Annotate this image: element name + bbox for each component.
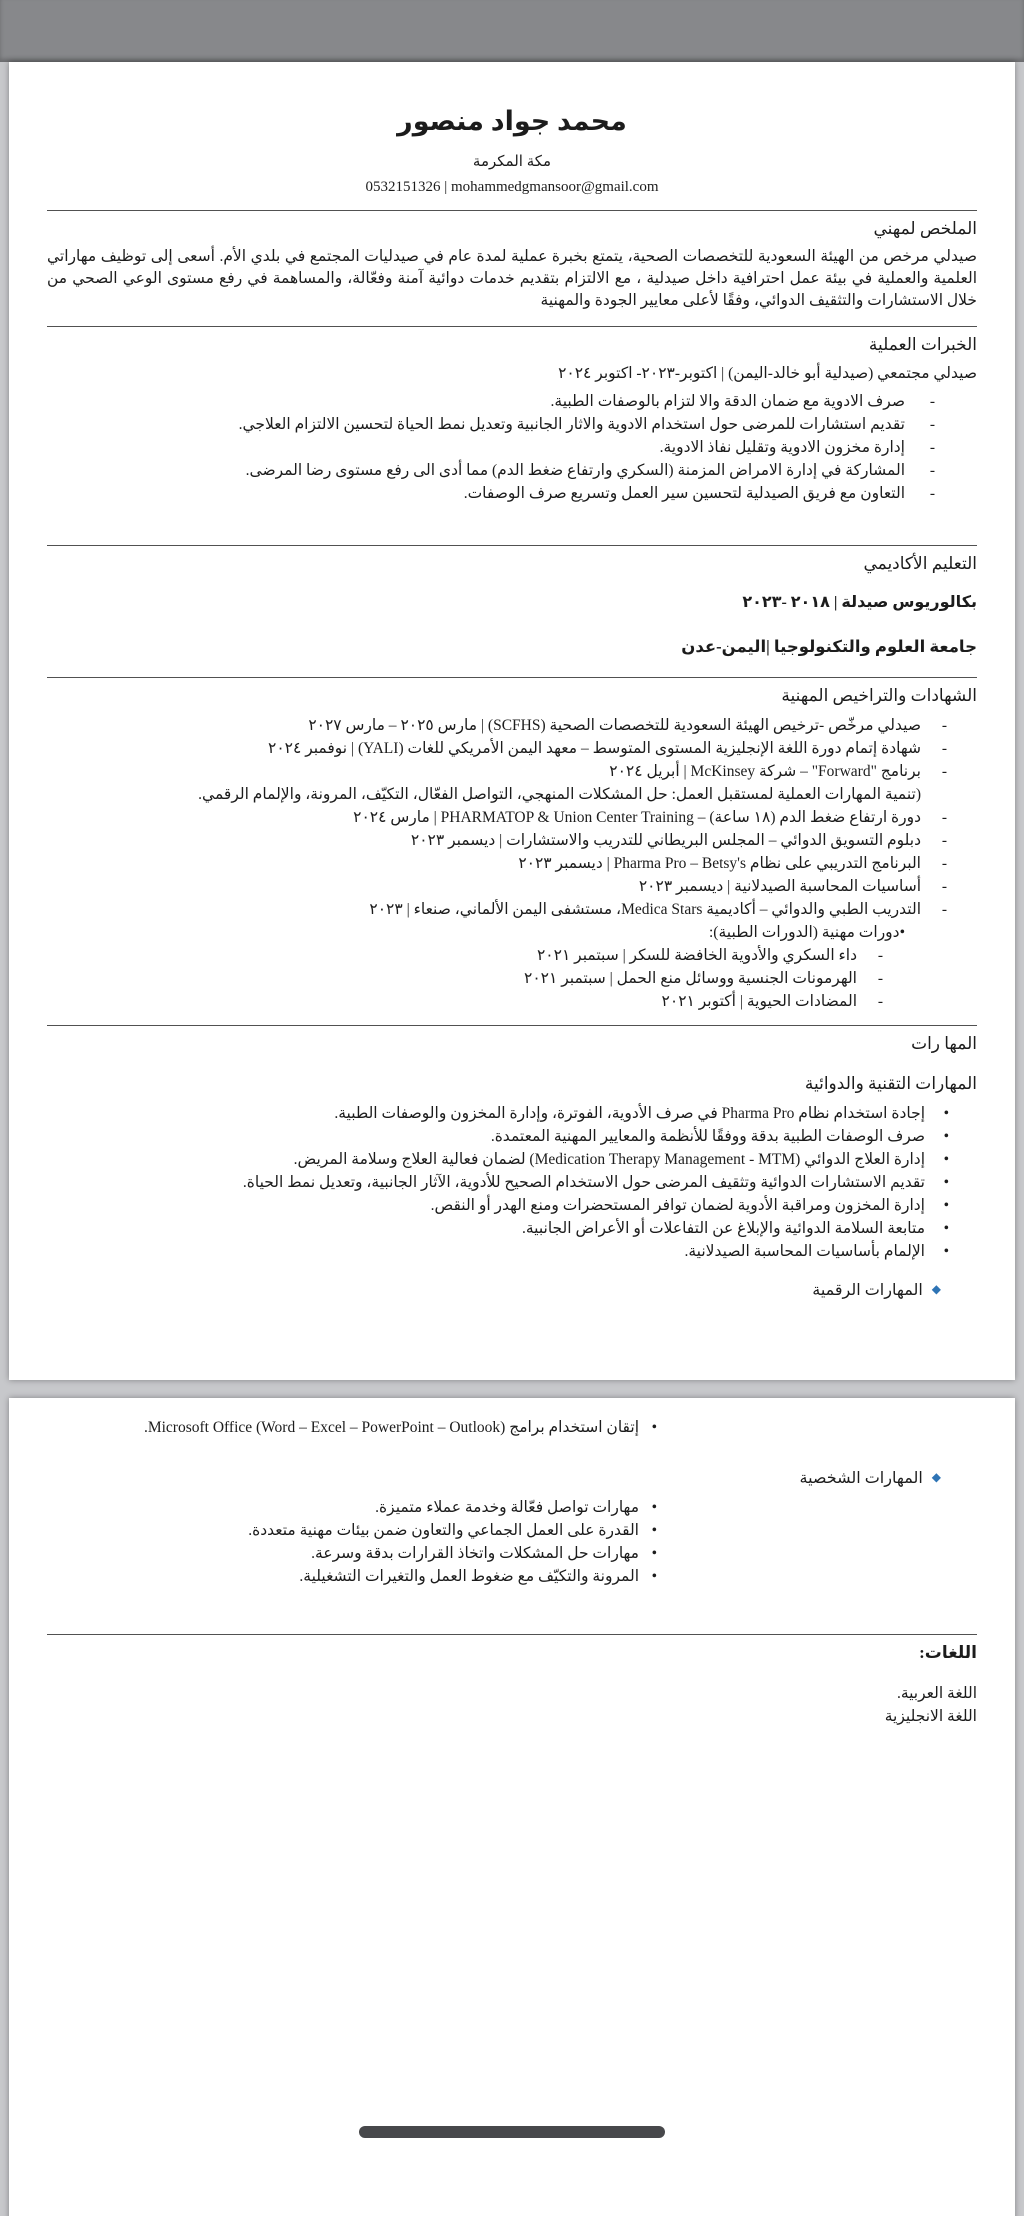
language-item: اللغة الانجليزية: [884, 1708, 977, 1725]
summary-paragraph: صيدلي مرخص من الهيئة السعودية للتخصصات الصحية، يتمتع بخبرة عملية لمدة عام في صيدليات المجتمع في بلدي الأم. أسعى إلى توظيف مهاراتي العلمية والعملية في بيئة عمل احترافية داخل صيدلية ، مع الالتزام بتقديم خدمات دوائية آمنة وفعّالة، والمساهمة في رفع مستوى الوعي الصحي من خلال الاستشارات والتثقيف الدوائي، وفقًا لأعلى معايير الجودة والمهنية: [47, 248, 977, 309]
skill-text: إدارة العلاج الدوائي (Medication Therapy Management - MTM) لضمان فعالية العلاج وسلامة المريض.: [293, 1151, 925, 1168]
section-title-skills: المها رات: [911, 1034, 977, 1053]
skills-technical-title: المهارات التقنية والدوائية: [804, 1074, 977, 1093]
resume-page-1: [9, 62, 1015, 1380]
skill-text: صرف الوصفات الطبية بدقة ووفقًا للأنظمة والمعايير المهنية المعتمدة.: [490, 1128, 925, 1145]
bullet-marker: •: [943, 1174, 949, 1191]
certification-item: [47, 737, 977, 760]
education-degree: بكالوريوس صيدلة | ٢٠١٨ -٢٠٢٣: [742, 594, 977, 611]
course-item: [47, 944, 977, 967]
experience-bullet-text: صرف الادوية مع ضمان الدقة والا لتزام بالوصفات الطبية.: [550, 393, 905, 410]
experience-bullet: [47, 436, 977, 459]
skill-item: [47, 1416, 977, 1439]
skill-item: [47, 1102, 977, 1125]
bullet-marker: •: [943, 1128, 949, 1145]
course-text: الهرمونات الجنسية ووسائل منع الحمل | سبتمبر ٢٠٢١: [524, 970, 857, 987]
certification-text: دورة ارتفاع ضغط الدم (١٨ ساعة) – PHARMATOP & Union Center Training | مارس ٢٠٢٤: [353, 809, 921, 826]
bullet-marker: •: [651, 1568, 657, 1585]
diamond-bullet-icon: ◆: [931, 1470, 941, 1484]
dash-marker: -: [877, 993, 883, 1010]
skill-item: [47, 1217, 977, 1240]
skill-text: متابعة السلامة الدوائية والإبلاغ عن التفاعلات أو الأعراض الجانبية.: [521, 1220, 925, 1237]
skills-digital-title: [47, 1277, 977, 1303]
certification-item: [47, 806, 977, 829]
section-title-certifications: الشهادات والتراخيص المهنية: [781, 686, 977, 705]
section-title-summary: الملخص لمهني: [873, 219, 977, 238]
bullet-marker: •: [943, 1243, 949, 1260]
skill-item: [47, 1148, 977, 1171]
bullet-marker: •: [651, 1419, 657, 1436]
resume-page-2: [9, 1398, 1015, 2216]
certification-text: التدريب الطبي والدوائي – أكاديمية Medica Stars، مستشفى اليمن الألماني، صنعاء | ٢٠٢٣: [369, 901, 921, 918]
skill-text: إتقان استخدام برامج Microsoft Office (Word – Excel – PowerPoint – Outlook).: [143, 1419, 639, 1436]
course-item: [47, 967, 977, 990]
bullet-marker: •: [943, 1151, 949, 1168]
skill-item: [47, 1519, 977, 1542]
dash-marker: -: [941, 832, 947, 849]
candidate-city: مكة المكرمة: [472, 154, 552, 170]
dash-marker: -: [941, 855, 947, 872]
section-divider: [47, 210, 977, 211]
dash-marker: -: [941, 901, 947, 918]
skill-item: [47, 1240, 977, 1263]
certification-item: [47, 714, 977, 737]
dash-marker: -: [877, 947, 883, 964]
bullet-marker: •: [651, 1545, 657, 1562]
experience-bullet-text: إدارة مخزون الادوية وتقليل نفاذ الادوية.: [659, 439, 905, 456]
skills-digital-title-text: المهارات الرقمية: [812, 1282, 923, 1299]
dash-marker: -: [877, 970, 883, 987]
dash-marker: -: [941, 740, 947, 757]
dash-marker: -: [941, 717, 947, 734]
dash-marker: -: [929, 393, 935, 410]
certification-text: شهادة إتمام دورة اللغة الإنجليزية المستوى المتوسط – معهد اليمن الأمريكي للغات (YALI) | نوفمبر ٢٠٢٤: [268, 740, 921, 757]
skill-text: مهارات حل المشكلات واتخاذ القرارات بدقة وسرعة.: [311, 1545, 639, 1562]
section-title-experience: الخبرات العملية: [868, 335, 977, 354]
certification-text: دبلوم التسويق الدوائي – المجلس البريطاني للتدريب والاستشارات | ديسمبر ٢٠٢٣: [410, 832, 921, 849]
experience-list: [47, 390, 977, 505]
experience-bullet-text: التعاون مع فريق الصيدلية لتحسين سير العمل وتسريع صرف الوصفات.: [463, 485, 905, 502]
certification-item: [47, 852, 977, 875]
diamond-bullet-icon: ◆: [931, 1282, 941, 1296]
resume-header: [47, 104, 977, 198]
skill-text: القدرة على العمل الجماعي والتعاون ضمن بيئات مهنية متعددة.: [248, 1522, 639, 1539]
skill-item: [47, 1125, 977, 1148]
page-gap: [0, 1380, 1024, 1398]
skills-personal-title-text: المهارات الشخصية: [799, 1470, 923, 1487]
viewer-top-bar: [0, 0, 1024, 62]
dash-marker: -: [929, 439, 935, 456]
certification-text: برنامج "Forward" – شركة McKinsey | أبريل ٢٠٢٤: [609, 763, 921, 780]
dash-marker: -: [941, 878, 947, 895]
course-text: المضادات الحيوية | أكتوبر ٢٠٢١: [661, 993, 857, 1010]
bullet-marker: •: [943, 1105, 949, 1122]
certification-item: [47, 829, 977, 852]
experience-bullet: [47, 413, 977, 436]
skill-text: تقديم الاستشارات الدوائية وتثقيف المرضى حول الاستخدام الصحيح للأدوية، الآثار الجانبية، وتعديل نمط الحياة.: [242, 1174, 925, 1191]
section-divider: [47, 545, 977, 546]
course-item: [47, 990, 977, 1013]
dash-marker: -: [929, 485, 935, 502]
digital-skills-list: [47, 1416, 977, 1439]
dash-marker: -: [929, 462, 935, 479]
certification-text: البرنامج التدريبي على نظام Pharma Pro – Betsy's | ديسمبر ٢٠٢٣: [518, 855, 921, 872]
certifications-list: [47, 714, 977, 1013]
skill-item: [47, 1496, 977, 1519]
section-title-education: التعليم الأكاديمي: [863, 554, 977, 573]
experience-bullet-text: المشاركة في إدارة الامراض المزمنة (السكري وارتفاع ضغط الدم) مما أدى الى رفع مستوى رضا المرضى.: [245, 462, 905, 479]
skill-text: الإلمام بأساسيات المحاسبة الصيدلانية.: [684, 1243, 925, 1260]
bullet-marker: •: [651, 1499, 657, 1516]
section-divider: [47, 326, 977, 327]
courses-heading: •دورات مهنية (الدورات الطبية):: [708, 924, 905, 941]
experience-role: صيدلي مجتمعي (صيدلية أبو خالد-اليمن) | اكتوبر-٢٠٢٣- اكتوبر ٢٠٢٤: [558, 365, 977, 382]
dash-marker: -: [929, 416, 935, 433]
personal-skills-list: [47, 1496, 977, 1588]
language-item: اللغة العربية.: [896, 1685, 977, 1702]
skill-text: مهارات تواصل فعّالة وخدمة عملاء متميزة.: [375, 1499, 639, 1516]
dash-marker: -: [941, 809, 947, 826]
certification-note: (تنمية المهارات العملية لمستقبل العمل: حل المشكلات المنهجي، التواصل الفعّال، التكيّف، المرونة، والإلمام الرقمي.: [198, 786, 921, 803]
experience-bullet: [47, 482, 977, 505]
skill-text: إدارة المخزون ومراقبة الأدوية لضمان توافر المستحضرات ومنع الهدر أو النقص.: [430, 1197, 925, 1214]
course-text: داء السكري والأدوية الخافضة للسكر | سبتمبر ٢٠٢١: [536, 947, 857, 964]
section-title-languages: اللغات:: [919, 1643, 977, 1662]
certification-item: [47, 898, 977, 921]
skill-item: [47, 1542, 977, 1565]
candidate-contact: 0532151326 | mohammedgmansoor@gmail.com: [365, 179, 659, 195]
candidate-name: محمد جواد منصور: [397, 106, 627, 136]
dash-marker: -: [941, 763, 947, 780]
experience-bullet: [47, 459, 977, 482]
experience-bullet-text: تقديم استشارات للمرضى حول استخدام الادوية والاثار الجانبية وتعديل نمط الحياة لتحسين الالتزام العلاجي.: [238, 416, 905, 433]
skills-personal-title: [47, 1465, 977, 1491]
certification-item: [47, 760, 977, 783]
certification-text: صيدلي مرخّص -ترخيص الهيئة السعودية للتخصصات الصحية (SCFHS) | مارس ٢٠٢٥ – مارس ٢٠٢٧: [308, 717, 921, 734]
education-university: جامعة العلوم والتكنولوجيا |اليمن-عدن: [681, 637, 977, 656]
bullet-marker: •: [943, 1197, 949, 1214]
section-divider: [47, 1634, 977, 1635]
skill-text: المرونة والتكيّف مع ضغوط العمل والتغيرات التشغيلية.: [299, 1568, 639, 1585]
bullet-marker: •: [943, 1220, 949, 1237]
bullet-marker: •: [651, 1522, 657, 1539]
section-divider: [47, 677, 977, 678]
technical-skills-list: [47, 1102, 977, 1263]
home-indicator[interactable]: [359, 2126, 665, 2138]
experience-bullet: [47, 390, 977, 413]
section-divider: [47, 1025, 977, 1026]
certification-item: [47, 875, 977, 898]
certification-text: أساسيات المحاسبة الصيدلانية | ديسمبر ٢٠٢٣: [638, 878, 921, 895]
skill-text: إجادة استخدام نظام Pharma Pro في صرف الأدوية، الفوترة، وإدارة المخزون والوصفات الطبية.: [334, 1105, 925, 1122]
skill-item: [47, 1565, 977, 1588]
skill-item: [47, 1194, 977, 1217]
skill-item: [47, 1171, 977, 1194]
